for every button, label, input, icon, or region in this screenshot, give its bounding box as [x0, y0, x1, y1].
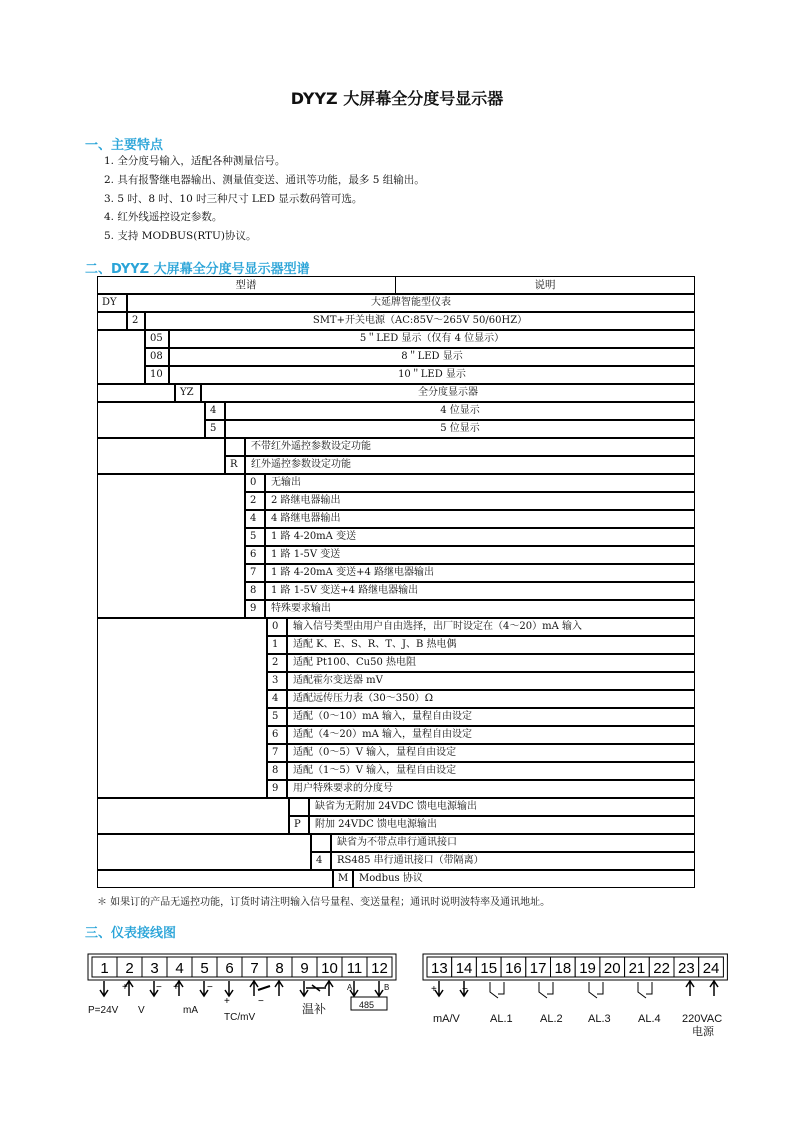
description-cell: 8＂LED 显示: [169, 348, 695, 366]
label-tc-mv: TC/mV: [224, 1012, 256, 1023]
terminal-number: 9: [300, 960, 309, 977]
description-cell: 5 位显示: [225, 420, 695, 438]
table-row: [97, 600, 695, 618]
feature-item: 1. 全分度号输入，适配各种测量信号。: [104, 155, 286, 167]
table-row: [97, 492, 695, 510]
label-485-b: B: [384, 983, 390, 992]
description-cell: 1 路 1-5V 变送+4 路继电器输出: [265, 582, 695, 600]
table-row: [97, 654, 695, 672]
table-row: [97, 780, 695, 798]
model-code-cell: 0: [245, 474, 265, 492]
description-cell: 红外遥控参数设定功能: [245, 456, 695, 474]
relay-contact: [589, 982, 603, 998]
label-220vac: 220VAC: [682, 1013, 723, 1025]
table-row: [97, 870, 695, 888]
model-code-cell: 05: [145, 330, 169, 348]
label-al1: AL.1: [490, 1013, 513, 1025]
wiring-diagram: [0, 950, 794, 1050]
polarity-sign: −: [258, 996, 264, 1007]
table-row: [97, 456, 695, 474]
label-al2: AL.2: [540, 1013, 563, 1025]
polarity-sign: +: [122, 982, 128, 993]
model-code-cell: P: [289, 816, 309, 834]
arrow-up: [250, 981, 258, 996]
description-cell: 1 路 4-20mA 变送+4 路继电器输出: [265, 564, 695, 582]
arrow-up: [325, 981, 333, 996]
description-cell: 特殊要求输出: [265, 600, 695, 618]
terminal-number: 24: [702, 960, 720, 977]
description-cell: 适配远传压力表（30～350）Ω: [287, 690, 695, 708]
terminal-number: 20: [603, 960, 621, 977]
header-model: 型谱: [97, 276, 396, 294]
table-row: [97, 816, 695, 834]
model-code-cell: R: [225, 456, 245, 474]
description-cell: 适配（4～20）mA 输入，量程自由设定: [287, 726, 695, 744]
terminal-number: 1: [100, 960, 109, 977]
relay-contact: [490, 982, 504, 998]
label-power: 电源: [692, 1026, 714, 1038]
arrow-up: [275, 981, 283, 996]
section-heading-model-spectrum: 二、DYYZ 大屏幕全分度号显示器型谱: [85, 262, 310, 277]
model-code-cell: 2: [127, 312, 145, 330]
polarity-sign: +: [173, 982, 179, 993]
description-cell: 无输出: [265, 474, 695, 492]
table-row: [97, 510, 695, 528]
model-code-cell: 9: [267, 780, 287, 798]
terminal-number: 21: [628, 960, 646, 977]
description-cell: SMT+开关电源（AC:85V～265V 50/60HZ）: [145, 312, 695, 330]
terminal-number: 10: [321, 960, 338, 977]
model-code-cell: 4: [245, 510, 265, 528]
description-cell: 4 位显示: [225, 402, 695, 420]
table-row: [97, 402, 695, 420]
table-row: [97, 798, 695, 816]
label-v: V: [138, 1005, 145, 1016]
description-cell: 5＂LED 显示（仅有 4 位显示）: [169, 330, 695, 348]
label-p24v: P=24V: [88, 1005, 119, 1016]
terminal-block-right: [423, 954, 727, 980]
description-cell: 用户特殊要求的分度号: [287, 780, 695, 798]
model-code-cell: 2: [245, 492, 265, 510]
table-row: [97, 294, 695, 312]
description-cell: 2 路继电器输出: [265, 492, 695, 510]
table-row: [97, 438, 695, 456]
table-row: [97, 744, 695, 762]
model-code-cell: 1: [267, 636, 287, 654]
model-code-cell: 6: [245, 546, 265, 564]
model-code-cell: 10: [145, 366, 169, 384]
table-row: [97, 726, 695, 744]
polarity-sign: −: [207, 982, 213, 993]
header-description: 说明: [534, 279, 556, 291]
model-code-cell: 0: [267, 618, 287, 636]
label-al3: AL.3: [588, 1013, 611, 1025]
terminal-number: 4: [175, 960, 184, 977]
arrow-up: [710, 981, 718, 996]
model-code-cell: [225, 438, 245, 456]
model-code-cell: 4: [205, 402, 225, 420]
feature-item: 5. 支持 MODBUS(RTU)协议。: [104, 230, 257, 242]
table-row: [97, 636, 695, 654]
model-code-cell: 7: [245, 564, 265, 582]
label-ma-v: mA/V: [433, 1013, 460, 1025]
cold-junction-mark: [306, 985, 326, 991]
terminal-number: 11: [346, 960, 363, 977]
terminal-number: 14: [455, 960, 473, 977]
terminal-number: 19: [579, 960, 596, 977]
table-row: [97, 852, 695, 870]
table-row: [97, 564, 695, 582]
model-code-cell: 7: [267, 744, 287, 762]
description-cell: 全分度显示器: [201, 384, 695, 402]
table-row: [97, 834, 695, 852]
terminal-number: 12: [371, 960, 388, 977]
description-cell: 1 路 4-20mA 变送: [265, 528, 695, 546]
model-code-cell: 5: [245, 528, 265, 546]
terminal-number: 5: [200, 960, 209, 977]
model-code-cell: 6: [267, 726, 287, 744]
model-code-cell: 4: [267, 690, 287, 708]
description-cell: 适配（1～5）V 输入，量程自由设定: [287, 762, 695, 780]
feature-item: 2. 具有报警继电器输出、测量值变送、通讯等功能，最多 5 组输出。: [104, 174, 425, 186]
description-cell: 适配 K、E、S、R、T、J、B 热电偶: [287, 636, 695, 654]
description-cell: 10＂LED 显示: [169, 366, 695, 384]
terminal-number: 18: [554, 960, 572, 977]
model-code-cell: YZ: [175, 384, 201, 402]
terminal-number: 2: [125, 960, 134, 977]
description-cell: 缺省为无附加 24VDC 馈电电源输出: [309, 798, 695, 816]
model-code-cell: 08: [145, 348, 169, 366]
table-row: [97, 330, 695, 348]
table-row: [97, 546, 695, 564]
label-ma: mA: [183, 1005, 198, 1016]
description-cell: 不带红外遥控参数设定功能: [245, 438, 695, 456]
model-code-cell: 2: [267, 654, 287, 672]
model-code-cell: 5: [267, 708, 287, 726]
arrow-down: [375, 981, 383, 996]
relay-contact: [638, 982, 652, 998]
terminal-block-left: [88, 954, 396, 980]
table-row: [97, 420, 695, 438]
model-code-cell: 4: [311, 852, 331, 870]
terminal-number: 17: [529, 960, 547, 977]
polarity-sign: +: [224, 996, 230, 1007]
table-row: [97, 474, 695, 492]
description-cell: Modbus 协议: [353, 870, 695, 888]
model-code-cell: 9: [245, 600, 265, 618]
model-code-cell: 5: [205, 420, 225, 438]
table-row: [97, 384, 695, 402]
description-cell: 4 路继电器输出: [265, 510, 695, 528]
description-cell: 适配霍尔变送器 mV: [287, 672, 695, 690]
description-cell: 缺省为不带点串行通讯接口: [331, 834, 695, 852]
label-al4: AL.4: [638, 1013, 661, 1025]
polarity-sign: +: [431, 984, 437, 995]
label-485-a: A: [347, 983, 353, 992]
section-heading-features: 一、主要特点: [85, 138, 164, 153]
description-cell: 适配（0～10）mA 输入，量程自由设定: [287, 708, 695, 726]
polarity-sign: −: [462, 984, 468, 995]
arrow-up: [686, 981, 694, 996]
table-row: [97, 618, 695, 636]
order-note: ＊ 如果订的产品无遥控功能，订货时请注明输入信号量程、变送量程；通讯时说明波特率及通讯地址。: [97, 897, 551, 908]
model-code-cell: 8: [267, 762, 287, 780]
terminal-number: 23: [678, 960, 695, 977]
polarity-sign: −: [156, 982, 162, 993]
model-code-cell: 8: [245, 582, 265, 600]
model-code-cell: 3: [267, 672, 287, 690]
table-row: [97, 762, 695, 780]
label-rs485: 485: [359, 1000, 375, 1010]
terminal-number: 3: [150, 960, 159, 977]
table-row: [97, 672, 695, 690]
feature-item: 4. 红外线遥控设定参数。: [104, 211, 223, 223]
description-cell: RS485 串行通讯接口（带隔离）: [331, 852, 695, 870]
description-cell: 适配 Pt100、Cu50 热电阻: [287, 654, 695, 672]
table-row: [97, 582, 695, 600]
label-cold-junction: 温补: [302, 1002, 327, 1016]
feature-item: 3. 5 吋、8 吋、10 吋三种尺寸 LED 显示数码管可选。: [104, 193, 363, 205]
table-row: [97, 708, 695, 726]
terminal-number: 13: [431, 960, 448, 977]
table-row: [97, 348, 695, 366]
table-row: [97, 690, 695, 708]
description-cell: 适配（0～5）V 输入，量程自由设定: [287, 744, 695, 762]
arrow-down: [225, 981, 233, 996]
arrow-down: [100, 981, 108, 996]
description-cell: 1 路 1-5V 变送: [265, 546, 695, 564]
terminal-number: 7: [250, 960, 259, 977]
description-cell: 输入信号类型由用户自由选择，出厂时设定在（4～20）mA 输入: [287, 618, 695, 636]
terminal-number: 15: [480, 960, 498, 977]
terminal-number: 8: [275, 960, 284, 977]
model-code-cell: [311, 834, 331, 852]
model-code-cell: DY: [97, 294, 127, 312]
section-heading-wiring: 三、仪表接线图: [85, 926, 177, 941]
terminal-number: 16: [505, 960, 522, 977]
table-row: [97, 312, 695, 330]
table-row: [97, 528, 695, 546]
terminal-number: 6: [225, 960, 234, 977]
model-code-cell: M: [333, 870, 353, 888]
model-code-cell: [289, 798, 309, 816]
description-cell: 大延牌智能型仪表: [127, 294, 695, 312]
description-cell: 附加 24VDC 馈电电源输出: [309, 816, 695, 834]
relay-contact: [539, 982, 553, 998]
model-spectrum-table: [97, 276, 695, 888]
terminal-number: 22: [653, 960, 670, 977]
table-row: [97, 366, 695, 384]
document-title: DYYZ 大屏幕全分度号显示器: [290, 89, 504, 108]
thermocouple-mark: [258, 986, 270, 990]
